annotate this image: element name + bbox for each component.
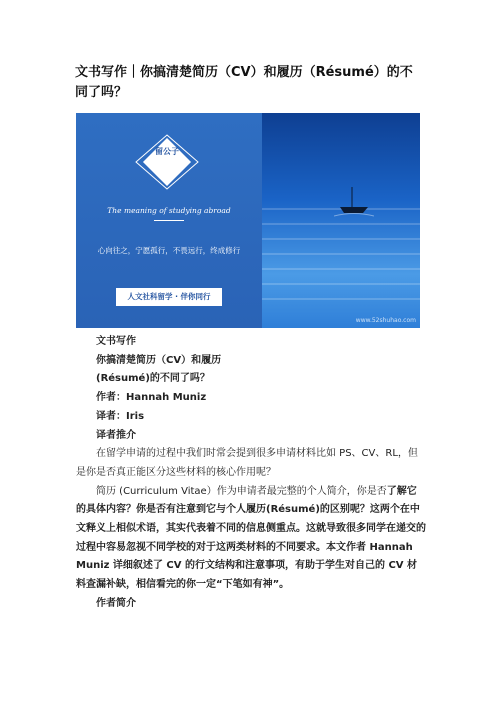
boat-icon <box>334 183 374 223</box>
sea-wave <box>262 253 420 255</box>
image-watermark: www.52shuhao.com <box>355 317 416 324</box>
banner-left-panel <box>76 113 262 328</box>
sea-wave <box>262 268 420 270</box>
banner-image <box>76 113 420 328</box>
banner-pill: 人文社科留学 · 伴你同行 <box>116 288 222 306</box>
article-body <box>76 333 426 614</box>
logo-text: 留公子 <box>155 147 179 156</box>
author-line: 作者：Hannah Muniz <box>96 392 207 404</box>
sea-wave <box>262 238 420 240</box>
paragraph-2 <box>76 483 426 595</box>
sea-wave <box>262 283 420 285</box>
paragraph-1: 在留学申请的过程中我们时常会提到很多申请材料比如 PS、CV、RL，但是你是否真正能区分这些材料的核心作用呢？ <box>76 448 418 478</box>
section-heading-author: 作者简介 <box>96 597 136 609</box>
paragraph-2-bold: 了解它的具体内容？你是否有注意到它与个人履历(Résumé)的区别呢？这两个在中文释义上相似术语，其实代表着不同的信息侧重点。这就导致很多同学在递交的过程中容易忽视不同学校的对于这两类材料的不同要求。本文作者 Hannah Muniz 详细叙述了 CV 的行文结构和注意事项，有助于学生对自己的 CV 材料查漏补缺，相信看完的你一定“下笔如有神”。 <box>76 485 426 591</box>
paragraph-2-normal: 简历 (Curriculum Vitae）作为申请者最完整的个人简介，你是否 <box>96 485 387 497</box>
translator-line: 译者：Iris <box>96 410 145 422</box>
section-heading-intro: 译者推介 <box>96 429 136 441</box>
page-title: 文书写作｜你搞清楚简历（CV）和履历（Résumé）的不同了吗？ <box>75 65 413 100</box>
section-label: 文书写作 <box>96 336 136 347</box>
article-heading-line2: (Résumé)的不同了吗？ <box>96 373 210 385</box>
sea-wave <box>262 298 420 300</box>
banner-subtitle: The meaning of studying abroad <box>107 206 231 215</box>
sea-wave <box>262 223 420 225</box>
banner-slogan: 心向往之，宁愿孤行，不畏远行，终成修行 <box>97 246 241 255</box>
article-heading-line1: 你搞清楚简历（CV）和履历 <box>96 354 222 366</box>
banner-divider <box>154 220 184 221</box>
